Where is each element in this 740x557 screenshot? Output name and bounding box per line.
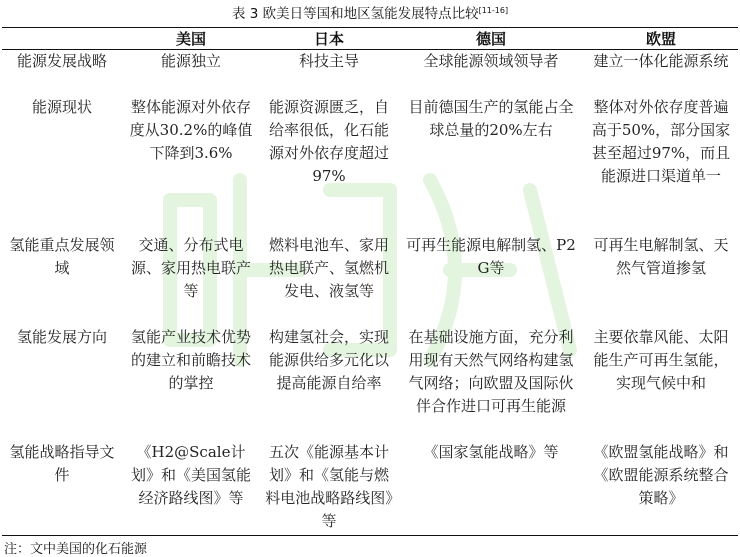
table-cell: 《H2@Scale计划》和《美国氢能经济路线图》等: [130, 442, 251, 507]
table-cell: 燃料电池车、家用热电联产、氢燃机发电、液氢等: [268, 235, 389, 300]
header-japan: 日本: [260, 28, 398, 50]
row-label: 能源发展战略: [16, 52, 107, 70]
table-caption-ref: [11-16]: [478, 6, 509, 15]
header-empty: [2, 28, 122, 50]
row-label: 氢能发展方向: [16, 327, 107, 346]
table-cell: 建立一体化能源系统: [593, 52, 729, 70]
table-cell: 可再生能源电解制氢、P2G等: [406, 235, 576, 277]
row-label: 能源现状: [31, 97, 92, 116]
row-label: 氢能重点发展领域: [9, 235, 115, 277]
table-row: [2, 441, 738, 535]
table-caption-title: 表 3 欧美日等国和地区氢能发展特点比较: [231, 6, 479, 22]
table-cell: 整体对外依存度普遍高于50%，部分国家甚至超过97%，而且能源进口渠道单一: [591, 97, 731, 185]
table-bottom-rule: [2, 535, 738, 536]
comparison-table: [2, 27, 738, 535]
table-cell: 科技主导: [298, 52, 359, 70]
table-row: [2, 234, 738, 326]
row-label: 氢能战略指导文件: [9, 442, 115, 484]
table-cell: 《欧盟氢能战略》和《欧盟能源系统整合策略》: [593, 442, 729, 507]
table-cell: 《国家氢能战略》等: [423, 442, 559, 461]
table-cell: 整体能源对外依存度从30.2%的峰值下降到3.6%: [129, 97, 253, 162]
table-row: [2, 50, 738, 96]
table-cell: 五次《能源基本计划》和《氢能与燃料电池战略路线图》等: [265, 442, 393, 530]
table-cell: 全球能源领域领导者: [423, 52, 559, 70]
table-cell: 在基础设施方面，充分利用现有天然气网络构建氢气网络；向欧盟及国际伙伴合作进口可再生能源: [408, 327, 574, 415]
table-cell: 构建氢社会，实现能源供给多元化以提高能源自给率: [268, 327, 389, 392]
table-cell: 目前德国生产的氢能占全球总量的20%左右: [408, 97, 574, 139]
header-eu: 欧盟: [584, 28, 738, 50]
table-cell: 氢能产业技术优势的建立和前瞻技术的掌控: [130, 327, 251, 392]
header-germany: 德国: [398, 28, 584, 50]
table-row: [2, 326, 738, 441]
header-usa: 美国: [122, 28, 260, 50]
table-caption: [0, 2, 740, 22]
table-header-row: [2, 28, 738, 50]
table-cell: 能源资源匮乏，自给率很低，化石能源对外依存度超过97%: [268, 97, 389, 185]
table-cell: 主要依靠风能、太阳能生产可再生氢能，实现气候中和: [593, 327, 729, 392]
footer-note: 注：文中美国的化石能源: [4, 542, 148, 557]
table-cell: 能源独立: [160, 52, 221, 70]
table-cell: 交通、分布式电源、家用热电联产等: [130, 235, 251, 300]
table-row: [2, 96, 738, 234]
table-cell: 可再生电解制氢、天然气管道掺氢: [593, 235, 729, 277]
